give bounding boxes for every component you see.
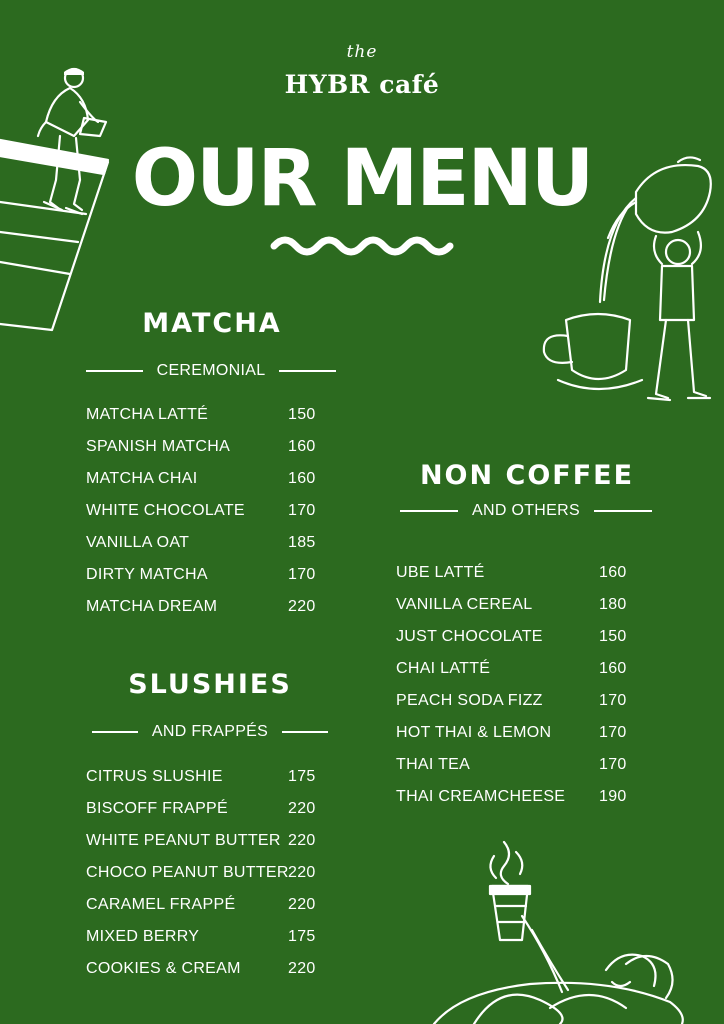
menu-item-name: MATCHA CHAI xyxy=(86,470,198,487)
section-subtitle-slushies: AND FRAPPÉS xyxy=(151,723,269,740)
page-title: OUR MENU xyxy=(131,134,593,224)
menu-item xyxy=(86,431,326,463)
menu-item-name: BISCOFF FRAPPÉ xyxy=(86,800,228,817)
section-subtitle-matcha: CEREMONIAL xyxy=(156,362,266,379)
section-subtitle-row-non-coffee xyxy=(400,502,652,520)
menu-item-price: 175 xyxy=(288,768,316,785)
menu-item-price: 220 xyxy=(288,800,316,817)
menu-item-price: 170 xyxy=(288,502,316,519)
menu-item xyxy=(86,921,336,953)
menu-item xyxy=(86,495,326,527)
menu-item xyxy=(396,717,636,749)
menu-item xyxy=(86,889,336,921)
section-subtitle-non-coffee: AND OTHERS xyxy=(472,502,580,519)
menu-item-name: MATCHA LATTÉ xyxy=(86,406,209,423)
menu-item-price: 175 xyxy=(288,928,316,945)
brand-prefix: the xyxy=(346,42,378,62)
menu-item-price: 220 xyxy=(288,832,316,849)
menu-item-name: COOKIES & CREAM xyxy=(86,960,241,977)
menu-list-matcha xyxy=(86,399,326,623)
menu-item-price: 170 xyxy=(288,566,316,583)
menu-item-name: CHAI LATTÉ xyxy=(396,660,491,677)
menu-item-price: 160 xyxy=(599,660,627,677)
brand-logo: HYBR café xyxy=(284,70,440,99)
menu-item-name: THAI TEA xyxy=(396,756,471,773)
menu-item-name: WHITE PEANUT BUTTER xyxy=(86,832,281,849)
menu-item-name: THAI CREAMCHEESE xyxy=(396,788,566,805)
menu-item-price: 170 xyxy=(599,756,627,773)
menu-item xyxy=(86,591,326,623)
menu-list-slushies xyxy=(86,761,336,985)
subtitle-divider-left xyxy=(92,731,138,733)
section-title-matcha: MATCHA xyxy=(142,308,282,339)
section-subtitle-row-matcha xyxy=(86,362,336,380)
menu-item xyxy=(86,825,336,857)
section-title-slushies: SLUSHIES xyxy=(128,669,292,700)
subtitle-divider-right xyxy=(282,731,328,733)
menu-item-name: MIXED BERRY xyxy=(86,928,200,945)
menu-list-non-coffee xyxy=(396,557,636,813)
menu-item-price: 150 xyxy=(288,406,316,423)
menu-item-price: 220 xyxy=(288,960,316,977)
menu-item-name: MATCHA DREAM xyxy=(86,598,218,615)
menu-item-name: WHITE CHOCOLATE xyxy=(86,502,245,519)
menu-item-name: JUST CHOCOLATE xyxy=(396,628,543,645)
menu-item xyxy=(86,793,336,825)
menu-item-price: 150 xyxy=(599,628,627,645)
section-subtitle-row-slushies xyxy=(84,723,336,741)
menu-item xyxy=(86,527,326,559)
menu-item-name: VANILLA CEREAL xyxy=(396,596,533,613)
menu-item-name: SPANISH MATCHA xyxy=(86,438,231,455)
menu-item-price: 160 xyxy=(288,438,316,455)
menu-item-price: 190 xyxy=(599,788,627,805)
menu-item xyxy=(86,857,336,889)
menu-item xyxy=(396,653,636,685)
menu-item xyxy=(396,621,636,653)
subtitle-divider-left xyxy=(86,370,143,372)
relaxing-person-illustration xyxy=(430,832,690,1024)
menu-item-price: 170 xyxy=(599,724,627,741)
menu-item-name: PEACH SODA FIZZ xyxy=(396,692,543,709)
menu-item-price: 220 xyxy=(288,598,316,615)
menu-item-name: CHOCO PEANUT BUTTER xyxy=(86,864,289,881)
subtitle-divider-left xyxy=(400,510,458,512)
menu-item xyxy=(86,463,326,495)
menu-item xyxy=(86,399,326,431)
menu-item xyxy=(396,749,636,781)
subtitle-divider-right xyxy=(594,510,652,512)
subtitle-divider-right xyxy=(279,370,336,372)
menu-item xyxy=(86,559,326,591)
menu-item xyxy=(396,589,636,621)
menu-item-name: DIRTY MATCHA xyxy=(86,566,208,583)
menu-item xyxy=(86,761,336,793)
menu-item-price: 220 xyxy=(288,896,316,913)
menu-item xyxy=(396,557,636,589)
section-title-non-coffee: NON COFFEE xyxy=(419,460,635,491)
menu-item xyxy=(86,953,336,985)
menu-item-price: 220 xyxy=(288,864,316,881)
menu-item-name: UBE LATTÉ xyxy=(396,564,485,581)
menu-item xyxy=(396,781,636,813)
menu-item xyxy=(396,685,636,717)
menu-item-name: VANILLA OAT xyxy=(86,534,190,551)
menu-item-price: 170 xyxy=(599,692,627,709)
menu-item-name: CITRUS SLUSHIE xyxy=(86,768,223,785)
menu-item-name: CARAMEL FRAPPÉ xyxy=(86,896,236,913)
wave-divider xyxy=(270,232,454,256)
menu-item-price: 160 xyxy=(288,470,316,487)
menu-item-name: HOT THAI & LEMON xyxy=(396,724,552,741)
menu-item-price: 180 xyxy=(599,596,627,613)
menu-item-price: 160 xyxy=(599,564,627,581)
menu-item-price: 185 xyxy=(288,534,316,551)
